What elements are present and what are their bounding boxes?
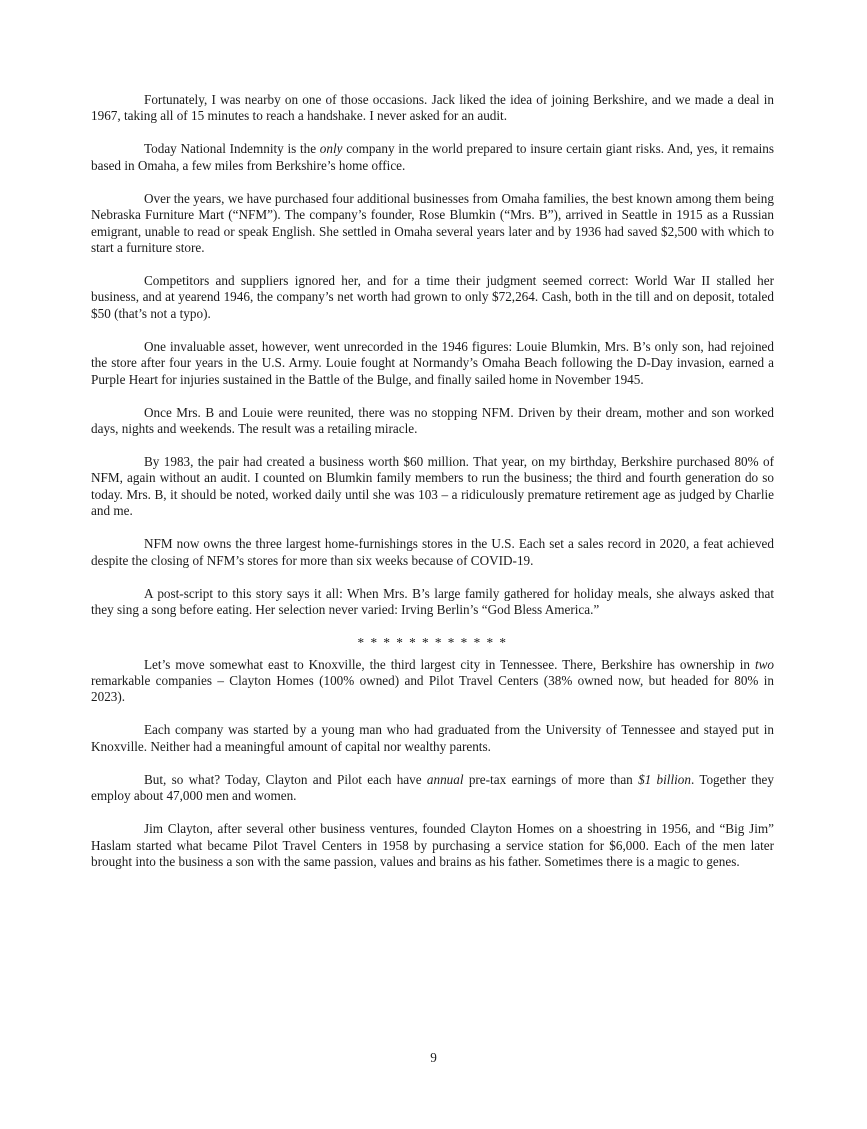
paragraph-text: Today National Indemnity is the [144, 141, 320, 157]
document-page [91, 92, 774, 887]
paragraph [91, 273, 774, 322]
paragraph-text: Each company was started by a young man who had graduated from the University of Tennessee and stayed put in Knoxville. Neither had a meaningful amount of capital nor wealthy parents. [91, 722, 774, 754]
emphasis-text: $1 billion [638, 771, 691, 787]
paragraph [91, 821, 774, 870]
paragraph [91, 191, 774, 257]
emphasis-text: two [754, 656, 774, 672]
paragraph-text: Once Mrs. B and Louie were reunited, there was no stopping NFM. Driven by their dream, mother and son worked days, nights and weekends. The result was a retailing miracle. [91, 404, 774, 437]
emphasis-text: only [319, 141, 343, 157]
paragraph [91, 772, 774, 805]
paragraph [91, 92, 774, 125]
paragraph [91, 141, 774, 174]
section-separator: * * * * * * * * * * * * [357, 635, 508, 651]
paragraph-text: Over the years, we have purchased four additional businesses from Omaha families, the best known among them being Nebraska Furniture Mart (“NFM”). The company’s founder, Rose Blumkin (“Mrs. B”), arrived in Seattle in 1915 as a Russian emigrant, unable to read or speak English. She settled in Omaha several years later and by 1936 had saved $2,500 with which to start a furniture store. [91, 190, 774, 256]
page-number: 9 [430, 1050, 437, 1065]
paragraph-text: Let’s move somewhat east to Knoxville, the third largest city in Tennessee. There, Berkshire has ownership in [144, 656, 755, 672]
paragraph-text: remarkable companies – Clayton Homes (100% owned) and Pilot Travel Centers (38% owned now, but headed for 80% in 2023). [91, 672, 774, 705]
paragraph [91, 454, 774, 520]
section-knoxville [91, 657, 774, 871]
paragraph-text: Competitors and suppliers ignored her, and for a time their judgment seemed correct: World War II stalled her business, and at yearend 1946, the company’s net worth had grown to only $72,264. Cash, both in the till and on deposit, totaled $50 (that’s not a typo). [91, 273, 774, 321]
paragraph-text: Jim Clayton, after several other business ventures, founded Clayton Homes on a shoestring in 1956, and “Big Jim” Haslam started what became Pilot Travel Centers in 1958 by purchasing a service station for $6,000. Each of the men later brought into the business a son with the same passion, values and brains as his father. Sometimes there is a magic to genes. [91, 821, 774, 869]
paragraph-text: NFM now owns the three largest home-furnishings stores in the U.S. Each set a sales record in 2020, a feat achieved despite the closing of NFM’s stores for more than six weeks because of COVID-19. [91, 536, 774, 568]
paragraph-text: pre-tax earnings of more than [463, 771, 639, 787]
paragraph-text: company in the world prepared to insure certain giant risks. And, yes, it remains based in Omaha, a few miles from Berkshire’s home office. [91, 141, 775, 173]
emphasis-text: annual [426, 771, 464, 787]
paragraph-text: But, so what? Today, Clayton and Pilot each have [144, 771, 427, 787]
paragraph [91, 722, 774, 755]
paragraph [91, 405, 774, 438]
paragraph [91, 339, 774, 388]
paragraph-text: . Together they employ about 47,000 men and women. [91, 771, 774, 804]
paragraph [91, 536, 774, 569]
paragraph-text: A post-script to this story says it all: When Mrs. B’s large family gathered for holiday meals, she always asked that they sing a song before eating. Her selection never varied: Irving Berlin’s “God Bless America.” [91, 585, 774, 618]
paragraph-text: One invaluable asset, however, went unrecorded in the 1946 figures: Louie Blumkin, Mrs. B’s only son, had rejoined the store after four years in the U.S. Army. Louie fought at Normandy’s Omaha Beach following the D-Day invasion, earned a Purple Heart for injuries sustained in the Battle of the Bulge, and finally sailed home in November 1945. [91, 338, 774, 387]
paragraph [91, 586, 774, 619]
paragraph [91, 657, 774, 706]
paragraph-text: By 1983, the pair had created a business worth $60 million. That year, on my birthday, Berkshire purchased 80% of NFM, again without an audit. I counted on Blumkin family members to run the business; the third and fourth generation do so today. Mrs. B, it should be noted, worked daily until she was 103 – a ridiculously premature retirement age as judged by Charlie and me. [91, 454, 774, 519]
section-omaha [91, 92, 774, 619]
paragraph-text: Fortunately, I was nearby on one of those occasions. Jack liked the idea of joining Berkshire, and we made a deal in 1967, taking all of 15 minutes to reach a handshake. I never asked for an audit. [91, 92, 774, 124]
